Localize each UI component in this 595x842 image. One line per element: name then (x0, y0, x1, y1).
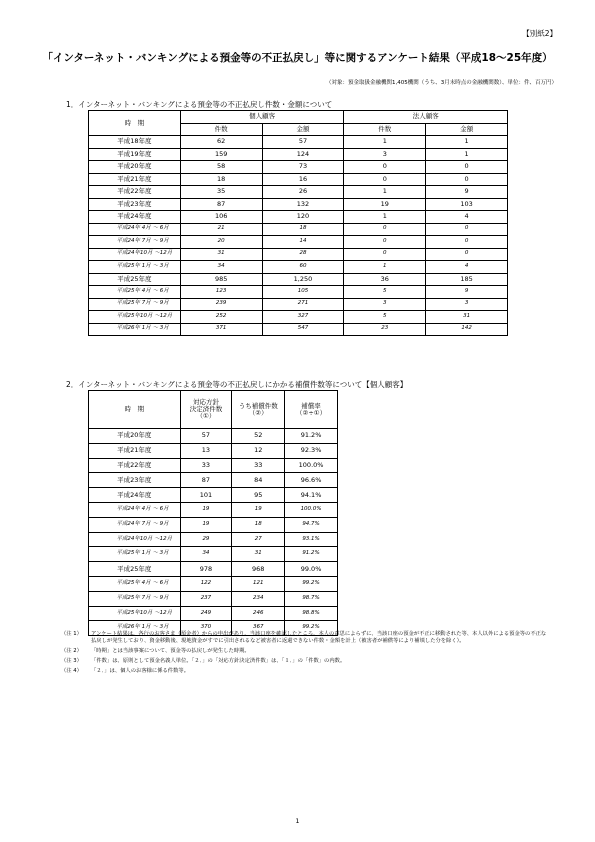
compensated-count-cell: 19 (232, 502, 285, 517)
individual-amount-cell: 28 (262, 248, 344, 261)
page-title: 「インターネット・バンキングによる預金等の不正払戻し」等に関するアンケート結果（平成18～25年度） (42, 52, 553, 64)
period-cell: 平成21年度 (89, 173, 181, 186)
table-row (89, 562, 338, 577)
table-row (89, 576, 338, 591)
table-row (89, 173, 508, 186)
corporate-amount-cell: 142 (426, 323, 508, 336)
table-row (89, 473, 338, 488)
period-cell: 平成24年10月 ～12月 (100, 248, 180, 261)
annex-label: 【別紙2】 (522, 29, 557, 38)
corporate-count-cell: 0 (344, 161, 426, 174)
footnote (61, 658, 551, 665)
table-row (89, 286, 508, 299)
corporate-amount-cell: 0 (426, 161, 508, 174)
table-row (89, 517, 338, 532)
footnote-label: （注 1） (61, 631, 82, 637)
period-cell: 平成25年 4月 ～ 6月 (100, 576, 180, 591)
compensation-rate-cell: 100.0% (285, 458, 338, 473)
period-cell: 平成23年度 (89, 473, 181, 488)
period-cell: 平成25年度 (89, 562, 181, 577)
footnote-label: （注 3） (61, 658, 82, 664)
period-cell: 平成24年 7月 ～ 9月 (100, 517, 180, 532)
individual-amount-cell: 73 (262, 161, 344, 174)
corporate-amount-cell: 4 (426, 261, 508, 274)
period-cell: 平成25年 1月 ～ 3月 (100, 261, 180, 274)
corporate-amount-cell: 0 (426, 236, 508, 249)
footnote (61, 648, 551, 655)
indent-spacer (89, 311, 101, 324)
compensated-count-cell: 367 (232, 621, 285, 636)
table-row (89, 186, 508, 199)
corporate-amount-header: 金額 (426, 123, 508, 136)
compensation-rate-cell: 94.7% (285, 517, 338, 532)
corporate-count-cell: 19 (344, 198, 426, 211)
period-cell: 平成20年度 (89, 161, 181, 174)
individual-amount-cell: 60 (262, 261, 344, 274)
indent-spacer (89, 298, 101, 311)
table-row (89, 211, 508, 224)
indent-spacer (89, 261, 101, 274)
decided-count-cell: 237 (180, 591, 232, 606)
period-cell: 平成22年度 (89, 186, 181, 199)
decided-count-header: 対応方針 決定済件数 （①） (180, 391, 232, 429)
corporate-amount-cell: 4 (426, 211, 508, 224)
footnote-text: 「時期」とは当該事案について、預金等の払戻しが発生した時期。 (91, 648, 250, 654)
individual-amount-cell: 57 (262, 136, 344, 149)
period-cell: 平成22年度 (89, 458, 181, 473)
table-row (89, 547, 338, 562)
period-cell: 平成26年 1月 ～ 3月 (100, 621, 180, 636)
corporate-amount-cell: 0 (426, 173, 508, 186)
corporate-amount-cell: 103 (426, 198, 508, 211)
compensated-count-cell: 33 (232, 458, 285, 473)
footnote-label: （注 4） (61, 668, 82, 674)
period-cell: 平成25年 1月 ～ 3月 (100, 547, 180, 562)
decided-count-cell: 19 (180, 502, 232, 517)
individual-count-cell: 239 (180, 298, 262, 311)
period-cell: 平成25年 4月 ～ 6月 (100, 286, 180, 299)
corporate-amount-cell: 0 (426, 248, 508, 261)
compensation-rate-cell: 98.8% (285, 606, 338, 621)
individual-count-cell: 31 (180, 248, 262, 261)
compensated-count-header: うち補償件数 （②） (232, 391, 285, 429)
period-cell: 平成25年 7月 ～ 9月 (100, 591, 180, 606)
footnote-text: 「２．」は、個人のお客様に係る件数等。 (91, 668, 189, 674)
period-cell: 平成24年度 (89, 488, 181, 503)
period-cell: 平成21年度 (89, 443, 181, 458)
individual-amount-cell: 14 (262, 236, 344, 249)
table-row (89, 273, 508, 286)
individual-amount-cell: 1,250 (262, 273, 344, 286)
indent-spacer (89, 236, 101, 249)
table-row (89, 223, 508, 236)
individual-count-cell: 18 (180, 173, 262, 186)
corporate-count-cell: 1 (344, 186, 426, 199)
period-cell: 平成19年度 (89, 148, 181, 161)
compensated-count-cell: 84 (232, 473, 285, 488)
individual-count-cell: 159 (180, 148, 262, 161)
corporate-count-cell: 0 (344, 236, 426, 249)
table-row (89, 323, 508, 336)
corporate-count-cell: 1 (344, 136, 426, 149)
corporate-count-header: 件数 (344, 123, 426, 136)
individual-amount-cell: 132 (262, 198, 344, 211)
individual-count-cell: 371 (180, 323, 262, 336)
table-row (89, 591, 338, 606)
individual-amount-cell: 271 (262, 298, 344, 311)
compensation-table (88, 390, 338, 636)
decided-count-cell: 370 (180, 621, 232, 636)
compensated-count-cell: 246 (232, 606, 285, 621)
corporate-amount-cell: 31 (426, 311, 508, 324)
compensated-count-cell: 234 (232, 591, 285, 606)
compensation-rate-cell: 94.1% (285, 488, 338, 503)
period-cell: 平成26年 1月 ～ 3月 (100, 323, 180, 336)
compensated-count-cell: 18 (232, 517, 285, 532)
table-row (89, 532, 338, 547)
period-cell: 平成25年10月 ～12月 (100, 606, 180, 621)
table-row (89, 261, 508, 274)
footnote-text: アンケート結果は、各行のお客さま（預金者）からの申出があり、当該口座を確認したところ、本人の意思によらずに、当該口座の預金が不正に移動された等、本人以外による預金等の不正な払戻しが発生しており、資金移動後、現地資金がすでに引出されるなど被害者に返還できない件数・金額を計上（被害者が補償等により補填した分を除く）。 (91, 631, 547, 644)
compensation-rate-cell: 99.0% (285, 562, 338, 577)
corporate-count-cell: 23 (344, 323, 426, 336)
table-row (89, 148, 508, 161)
table-row (89, 248, 508, 261)
decided-count-cell: 19 (180, 517, 232, 532)
compensated-count-cell: 31 (232, 547, 285, 562)
individual-count-cell: 21 (180, 223, 262, 236)
corporate-header: 法人顧客 (344, 111, 508, 124)
footnote-text: 「件数」は、原則として預金名義人単位。「２．」の「対応方針決定済件数」は、「１．」の「件数」の内数。 (91, 658, 346, 664)
table-row (89, 161, 508, 174)
fraud-table (88, 110, 508, 336)
period-cell: 平成25年10月 ～12月 (100, 311, 180, 324)
compensated-count-cell: 968 (232, 562, 285, 577)
period-header: 時 期 (89, 391, 181, 429)
corporate-amount-cell: 9 (426, 286, 508, 299)
individual-amount-cell: 16 (262, 173, 344, 186)
period-cell: 平成23年度 (89, 198, 181, 211)
footnote (61, 631, 551, 645)
period-header: 時 期 (89, 111, 181, 136)
period-cell: 平成24年 7月 ～ 9月 (100, 236, 180, 249)
corporate-count-cell: 0 (344, 223, 426, 236)
decided-count-cell: 87 (180, 473, 232, 488)
section2-heading: 2．インターネット・バンキングによる預金等の不正払戻しにかかる補償件数等について【個人顧客】 (66, 380, 408, 389)
decided-count-cell: 249 (180, 606, 232, 621)
compensation-rate-cell: 91.2% (285, 547, 338, 562)
corporate-count-cell: 5 (344, 311, 426, 324)
indent-spacer (89, 223, 101, 236)
footnotes (61, 631, 551, 678)
individual-amount-cell: 327 (262, 311, 344, 324)
compensation-rate-cell: 91.2% (285, 429, 338, 444)
decided-count-cell: 13 (180, 443, 232, 458)
corporate-amount-cell: 185 (426, 273, 508, 286)
table-row (89, 443, 338, 458)
decided-count-cell: 57 (180, 429, 232, 444)
corporate-count-cell: 3 (344, 148, 426, 161)
footnote (61, 668, 551, 675)
footnote-label: （注 2） (61, 648, 82, 654)
individual-count-header: 件数 (180, 123, 262, 136)
compensated-count-cell: 27 (232, 532, 285, 547)
individual-amount-cell: 26 (262, 186, 344, 199)
compensated-count-cell: 121 (232, 576, 285, 591)
corporate-amount-cell: 0 (426, 223, 508, 236)
individual-count-cell: 62 (180, 136, 262, 149)
table-row (89, 606, 338, 621)
table-row (89, 502, 338, 517)
corporate-count-cell: 0 (344, 248, 426, 261)
compensation-rate-cell: 92.3% (285, 443, 338, 458)
corporate-amount-cell: 9 (426, 186, 508, 199)
table-row (89, 198, 508, 211)
individual-amount-cell: 124 (262, 148, 344, 161)
page-number: 1 (295, 817, 300, 825)
compensated-count-cell: 95 (232, 488, 285, 503)
table-row (89, 136, 508, 149)
individual-count-cell: 34 (180, 261, 262, 274)
table-row (89, 488, 338, 503)
indent-spacer (89, 502, 101, 517)
individual-count-cell: 20 (180, 236, 262, 249)
indent-spacer (89, 606, 101, 621)
period-cell: 平成20年度 (89, 429, 181, 444)
decided-count-cell: 34 (180, 547, 232, 562)
table-row (89, 311, 508, 324)
individual-count-cell: 252 (180, 311, 262, 324)
corporate-count-cell: 1 (344, 261, 426, 274)
compensation-rate-cell: 93.1% (285, 532, 338, 547)
period-cell: 平成24年度 (89, 211, 181, 224)
individual-count-cell: 58 (180, 161, 262, 174)
individual-count-cell: 106 (180, 211, 262, 224)
compensation-rate-cell: 99.2% (285, 621, 338, 636)
table-row (89, 458, 338, 473)
section1-heading: 1．インターネット・バンキングによる預金等の不正払戻し件数・金額について (66, 100, 333, 109)
period-cell: 平成24年 4月 ～ 6月 (100, 223, 180, 236)
period-cell: 平成25年度 (89, 273, 181, 286)
period-cell: 平成25年 7月 ～ 9月 (100, 298, 180, 311)
individual-count-cell: 35 (180, 186, 262, 199)
decided-count-cell: 101 (180, 488, 232, 503)
individual-count-cell: 87 (180, 198, 262, 211)
corporate-count-cell: 36 (344, 273, 426, 286)
compensation-rate-cell: 100.0% (285, 502, 338, 517)
indent-spacer (89, 547, 101, 562)
corporate-count-cell: 1 (344, 211, 426, 224)
compensated-count-cell: 52 (232, 429, 285, 444)
compensation-rate-cell: 96.6% (285, 473, 338, 488)
compensated-count-cell: 12 (232, 443, 285, 458)
indent-spacer (89, 532, 101, 547)
corporate-amount-cell: 1 (426, 136, 508, 149)
decided-count-cell: 33 (180, 458, 232, 473)
indent-spacer (89, 591, 101, 606)
corporate-amount-cell: 3 (426, 298, 508, 311)
indent-spacer (89, 323, 101, 336)
individual-amount-cell: 547 (262, 323, 344, 336)
indent-spacer (89, 576, 101, 591)
individual-amount-cell: 105 (262, 286, 344, 299)
period-cell: 平成24年10月 ～12月 (100, 532, 180, 547)
decided-count-cell: 122 (180, 576, 232, 591)
period-cell: 平成24年 4月 ～ 6月 (100, 502, 180, 517)
indent-spacer (89, 286, 101, 299)
individual-amount-cell: 18 (262, 223, 344, 236)
individual-amount-header: 金額 (262, 123, 344, 136)
corporate-count-cell: 0 (344, 173, 426, 186)
individual-count-cell: 123 (180, 286, 262, 299)
compensation-rate-cell: 98.7% (285, 591, 338, 606)
corporate-count-cell: 3 (344, 298, 426, 311)
decided-count-cell: 978 (180, 562, 232, 577)
corporate-count-cell: 5 (344, 286, 426, 299)
period-cell: 平成18年度 (89, 136, 181, 149)
individual-count-cell: 985 (180, 273, 262, 286)
indent-spacer (89, 517, 101, 532)
scope-note: （対象：預金取扱金融機関1,405機関（うち、3月末時点の金融機関数）、単位：件、百万円） (326, 80, 557, 86)
individual-amount-cell: 120 (262, 211, 344, 224)
indent-spacer (89, 248, 101, 261)
corporate-amount-cell: 1 (426, 148, 508, 161)
table-row (89, 429, 338, 444)
decided-count-cell: 29 (180, 532, 232, 547)
table-row (89, 236, 508, 249)
compensation-rate-cell: 99.2% (285, 576, 338, 591)
table-row (89, 298, 508, 311)
individual-header: 個人顧客 (180, 111, 344, 124)
compensation-rate-header: 補償率 （②÷①） (285, 391, 338, 429)
